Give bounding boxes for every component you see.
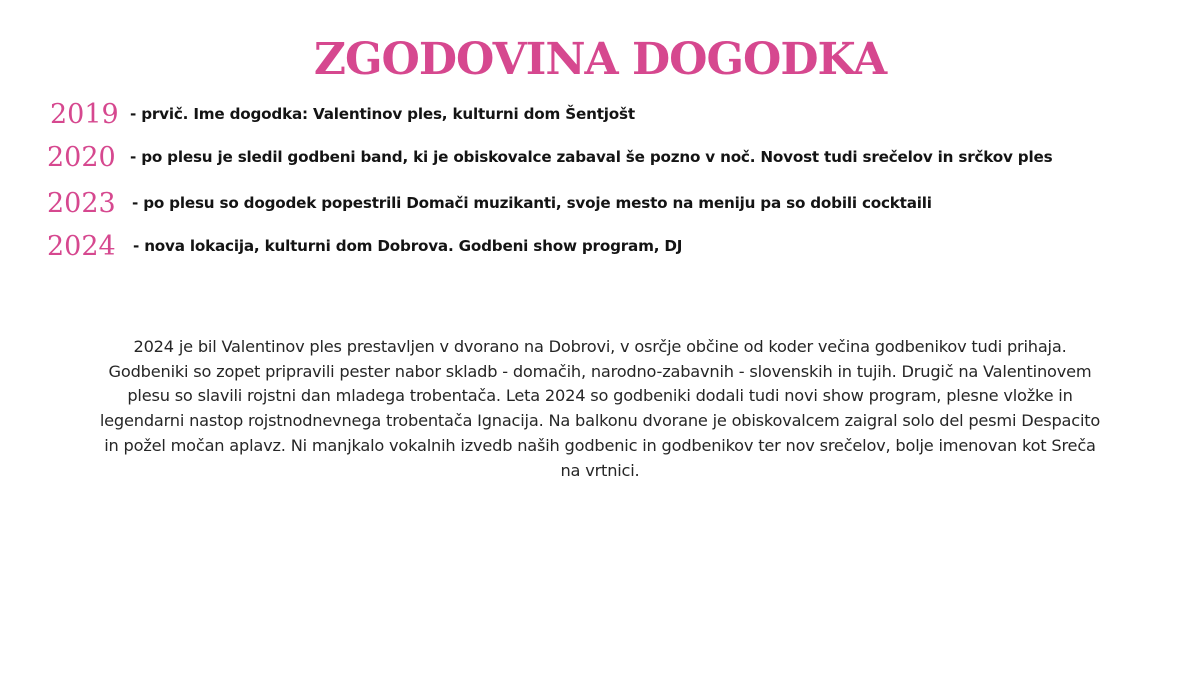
timeline-text: - prvič. Ime dogodka: Valentinov ples, kulturni dom Šentjošt bbox=[130, 105, 635, 123]
page-title: ZGODOVINA DOGODKA bbox=[313, 34, 887, 85]
timeline-year: 2024 bbox=[47, 230, 116, 262]
timeline-year: 2019 bbox=[50, 98, 119, 130]
event-timeline bbox=[0, 0, 1200, 280]
timeline-entry-2019 bbox=[50, 97, 635, 131]
timeline-entry-2023 bbox=[47, 186, 932, 220]
timeline-year: 2020 bbox=[47, 141, 116, 173]
timeline-text: - nova lokacija, kulturni dom Dobrova. Godbeni show program, DJ bbox=[133, 237, 683, 255]
timeline-entry-2020 bbox=[47, 140, 1052, 174]
timeline-text: - po plesu so dogodek popestrili Domači muzikanti, svoje mesto na meniju pa so dobili cocktaili bbox=[132, 194, 932, 212]
timeline-entry-2024 bbox=[47, 229, 682, 263]
timeline-year: 2023 bbox=[47, 187, 116, 219]
summary-paragraph: 2024 je bil Valentinov ples prestavljen v dvorano na Dobrovi, v osrčje občine od koder večina godbenikov tudi prihaja. Godbeniki so zopet pripravili pester nabor skladb - domačih, narodno-zabavnih - slovenskih in tujih. Drugič na Valentinovem plesu so slavili rojstni dan mladega trobentača. Leta 2024 so godbeniki dodali tudi novi show program, plesne vložke in legendarni nastop rojstnodnevnega trobentača Ignacija. Na balkonu dvorane je obiskovalcem zaigral solo del pesmi Despacito in požel močan aplavz. Ni manjkalo vokalnih izvedb naših godbenic in godbenikov ter nov srečelov, bolje imenovan kot Sreča na vrtnici. bbox=[99, 337, 1101, 480]
timeline-text: - po plesu je sledil godbeni band, ki je obiskovalce zabaval še pozno v noč. Novost tudi srečelov in srčkov ples bbox=[130, 148, 1053, 166]
